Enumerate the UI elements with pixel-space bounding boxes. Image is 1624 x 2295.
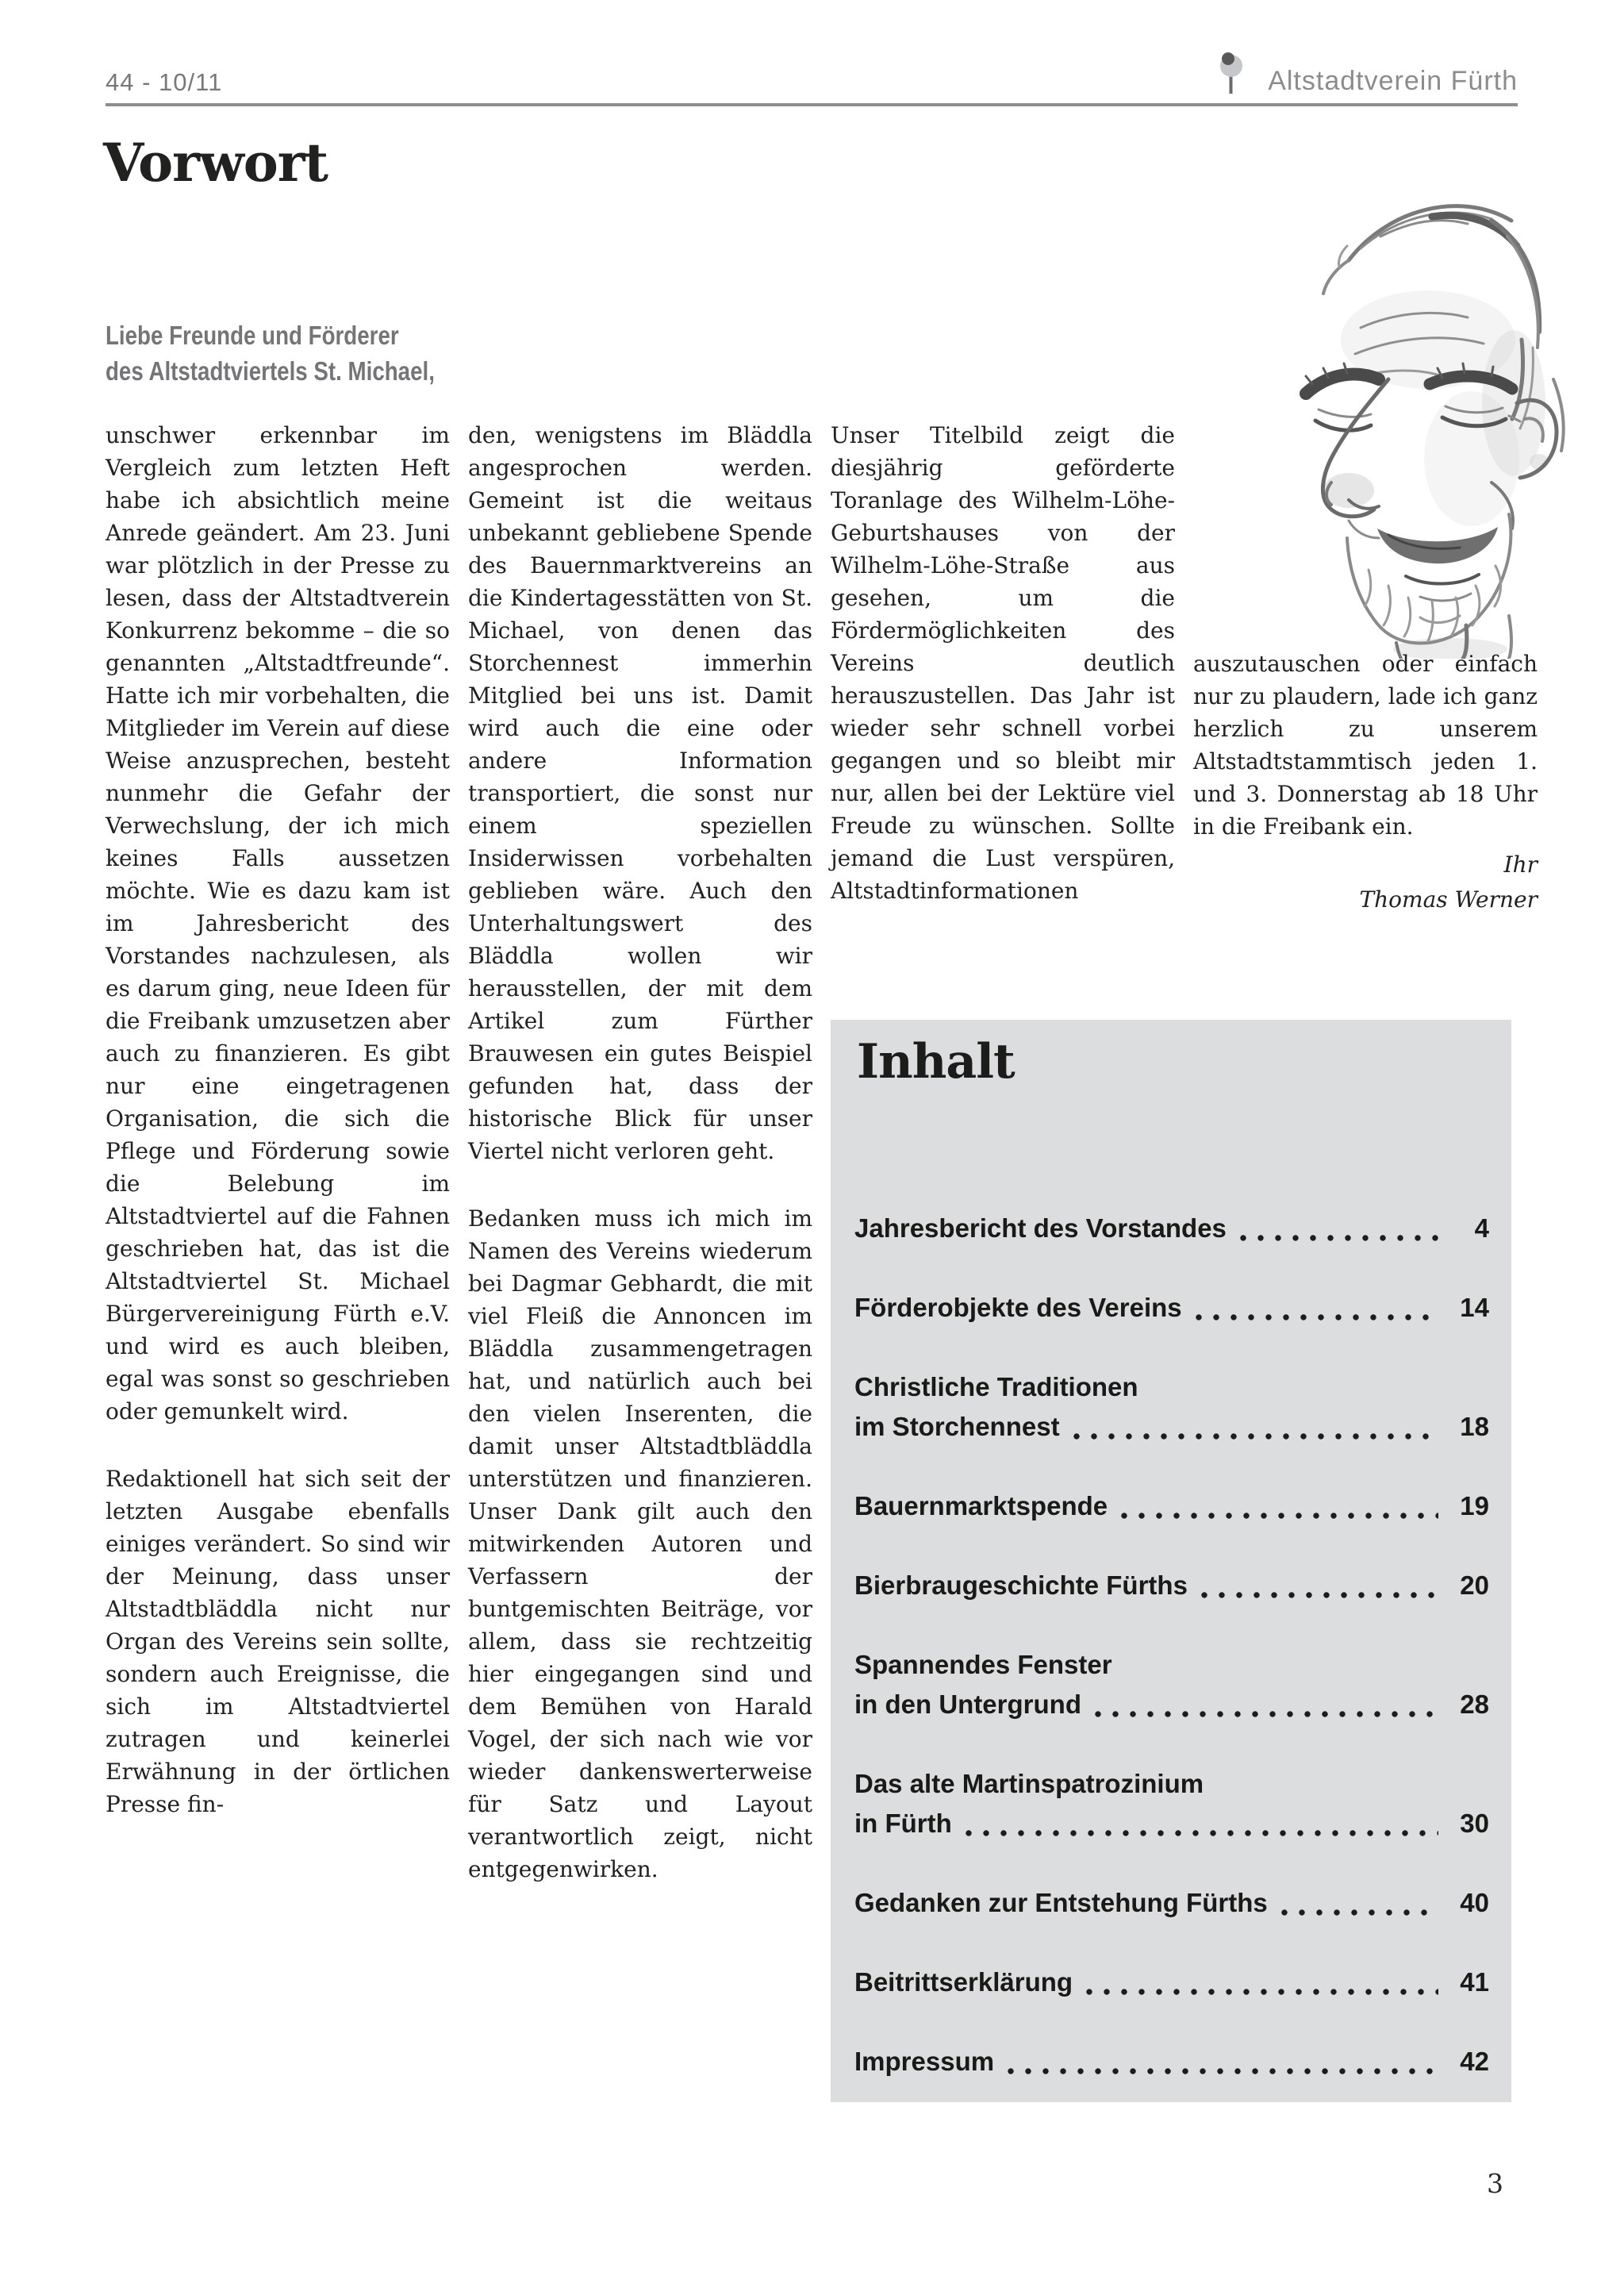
toc-entry-bierbraugeschichte	[854, 1566, 1489, 1605]
page-title: Vorwort	[103, 132, 328, 194]
paragraph: unschwer erkennbar im Vergleich zum letzten Heft habe ich absichtlich meine Anrede geändert. Am 23. Juni war plötzlich in der Presse zu lesen, dass der Altstadtverein Konkurrenz bekomme – die so genannten „Altstadtfreunde“. Hatte ich mir vorbehalten, die Mitglieder im Verein auf diese Weise anzusprechen, besteht nunmehr die Gefahr der Verwechslung, der ich mich keines Falls aussetzen möchte. Wie es dazu kam ist im Jahresbericht des Vorstandes nachzulesen, als es darum ging, neue Ideen für die Freibank umzusetzen aber auch zu finanzieren. Es gibt nur eine eingetragenen Organisation, die sich die Pflege und Förderung sowie die Belebung im Altstadtviertel auf die Fahnen geschrieben hat, das ist die Altstadtviertel St. Michael Bürgervereinigung Fürth e.V. und wird es auch bleiben, egal was sonst so geschrieben oder gemunkelt wird.	[106, 422, 450, 1424]
signature-name: Thomas Werner	[1359, 886, 1538, 913]
toc-leader-dots	[965, 1828, 1438, 1838]
header-issue-number: 44 - 10/11	[106, 68, 223, 96]
toc-entry-label: Das alte Martinspatrozinium	[854, 1769, 1204, 1798]
greeting-line-2: des Altstadtviertels St. Michael,	[106, 356, 435, 386]
toc-title: Inhalt	[857, 1034, 1015, 1090]
toc-entry-bauernmarktspende	[854, 1486, 1489, 1526]
toc-leader-dots	[1200, 1590, 1438, 1600]
toc-page-number: 18	[1460, 1412, 1489, 1441]
toc-entry-gedanken-entstehung	[854, 1883, 1489, 1923]
caricature-illustration	[1230, 141, 1593, 659]
paragraph: auszutauschen oder einfach nur zu plaudern, lade ich ganz herzlich zu unserem Altstadtstammtisch jeden 1. und 3. Donnerstag ab 18 Uhr in die Freibank ein.	[1193, 651, 1538, 840]
toc-entry-jahresbericht	[854, 1209, 1489, 1248]
toc-leader-dots	[1195, 1313, 1438, 1322]
toc-entry-label: Förderobjekte des Vereins	[854, 1293, 1182, 1322]
toc-entry-impressum	[854, 2042, 1489, 2082]
toc-box	[831, 1020, 1511, 2102]
toc-entry-spannendes-fenster	[854, 1645, 1489, 1724]
toc-page-number: 42	[1460, 2047, 1489, 2076]
toc-entry-foerderobjekte	[854, 1288, 1489, 1328]
toc-page-number: 4	[1474, 1213, 1489, 1243]
article-column-4	[1193, 648, 1538, 917]
toc-page-number: 28	[1460, 1690, 1489, 1719]
signature	[1193, 848, 1538, 917]
paragraph: Bedanken muss ich mich im Namen des Vereins wiederum bei Dagmar Gebhardt, die mit viel Fleiß die Annoncen im Bläddla zusammengetragen hat, und natürlich auch bei den vielen Inserenten, die damit unser Altstadtbläddla unterstützen und finanzieren. Unser Dank gilt auch den mitwirkenden Autoren und Verfassern der buntgemischten Beiträge, vor allem, dass sie rechtzeitig hier eingegangen sind und dem Bemühen von Harald Vogel, der sich nach wie vor wieder dankenswerterweise für Satz und Layout verantwortlich zeigt, nicht entgegenwirken.	[468, 1205, 812, 1882]
toc-page-number: 19	[1460, 1491, 1489, 1520]
paragraph: Unser Titelbild zeigt die diesjährig geförderte Toranlage des Wilhelm-Löhe-Geburtshauses von der Wilhelm-Löhe-Straße aus gesehen, um die Fördermöglichkeiten des Vereins deutlich herauszustellen. Das Jahr ist wieder sehr schnell vorbei gegangen und so bleibt mir nur, allen bei der Lektüre viel Freude zu wünschen. Sollte jemand die Lust verspüren, Altstadtinformationen	[831, 422, 1175, 904]
toc-page-number: 40	[1460, 1888, 1489, 1917]
toc-entry-label: Gedanken zur Entstehung Fürths	[854, 1888, 1268, 1917]
toc-leader-dots	[1239, 1233, 1438, 1243]
toc-entry-label: Spannendes Fenster	[854, 1650, 1112, 1679]
toc-entry-martinspatrozinium	[854, 1764, 1489, 1843]
greeting	[106, 317, 435, 389]
toc-entry-label: Bauernmarktspende	[854, 1491, 1108, 1520]
toc-list	[854, 1209, 1489, 2121]
toc-page-number: 14	[1460, 1293, 1489, 1322]
header-rule	[106, 103, 1518, 106]
toc-entry-label-line2: in den Untergrund	[854, 1690, 1081, 1719]
greeting-line-1: Liebe Freunde und Förderer	[106, 321, 399, 350]
toc-leader-dots	[1007, 2066, 1438, 2076]
toc-leader-dots	[1120, 1511, 1438, 1520]
toc-entry-label: Impressum	[854, 2047, 995, 2076]
toc-leader-dots	[1085, 1987, 1438, 1997]
paragraph: den, wenigstens im Bläddla angesprochen werden. Gemeint ist die weitaus unbekannt gebliebene Spende des Bauernmarktvereins an die Kindertagesstätten von St. Michael, von denen das Storchennest immerhin Mitglied bei uns ist. Damit wird auch die eine oder andere Information transportiert, die sonst nur einem speziellen Insiderwissen vorbehalten geblieben wäre. Auch den Unterhaltungswert des Bläddla wollen wir herausstellen, der mit dem Artikel zum Fürther Brauwesen ein gutes Beispiel gefunden hat, dass der historische Blick für unser Viertel nicht verloren geht.	[468, 422, 812, 1164]
toc-page-number: 20	[1460, 1570, 1489, 1600]
toc-leader-dots	[1073, 1432, 1438, 1441]
paragraph: Redaktionell hat sich seit der letzten Ausgabe ebenfalls einiges verändert. So sind wir der Meinung, dass unser Altstadtbläddla nicht nur Organ des Vereins sein sollte, sondern auch Ereignisse, die sich im Altstadtviertel zutragen und keinerlei Erwähnung in der örtlichen Presse fin-	[106, 1466, 450, 1817]
toc-entry-label-line2: in Fürth	[854, 1809, 952, 1838]
page-number: 3	[1487, 2168, 1503, 2199]
toc-entry-christliche-traditionen	[854, 1367, 1489, 1447]
toc-entry-label: Christliche Traditionen	[854, 1372, 1138, 1401]
article-column-1	[106, 419, 450, 1820]
toc-entry-label-line2: im Storchennest	[854, 1412, 1060, 1441]
toc-entry-label: Beitrittserklärung	[854, 1967, 1073, 1997]
tree-pin-logo-icon	[1215, 51, 1247, 100]
toc-leader-dots	[1280, 1908, 1438, 1917]
toc-page-number: 30	[1460, 1809, 1489, 1838]
signature-salutation: Ihr	[1503, 851, 1538, 878]
article-column-2	[468, 419, 812, 1886]
toc-entry-label: Jahresbericht des Vorstandes	[854, 1213, 1227, 1243]
article-column-3	[831, 419, 1175, 907]
toc-entry-beitrittserklaerung	[854, 1962, 1489, 2002]
toc-page-number: 41	[1460, 1967, 1489, 1997]
toc-leader-dots	[1094, 1709, 1438, 1719]
toc-entry-label: Bierbraugeschichte Fürths	[854, 1570, 1188, 1600]
header-brand	[1215, 51, 1518, 100]
brand-name: Altstadtverein Fürth	[1268, 66, 1518, 96]
